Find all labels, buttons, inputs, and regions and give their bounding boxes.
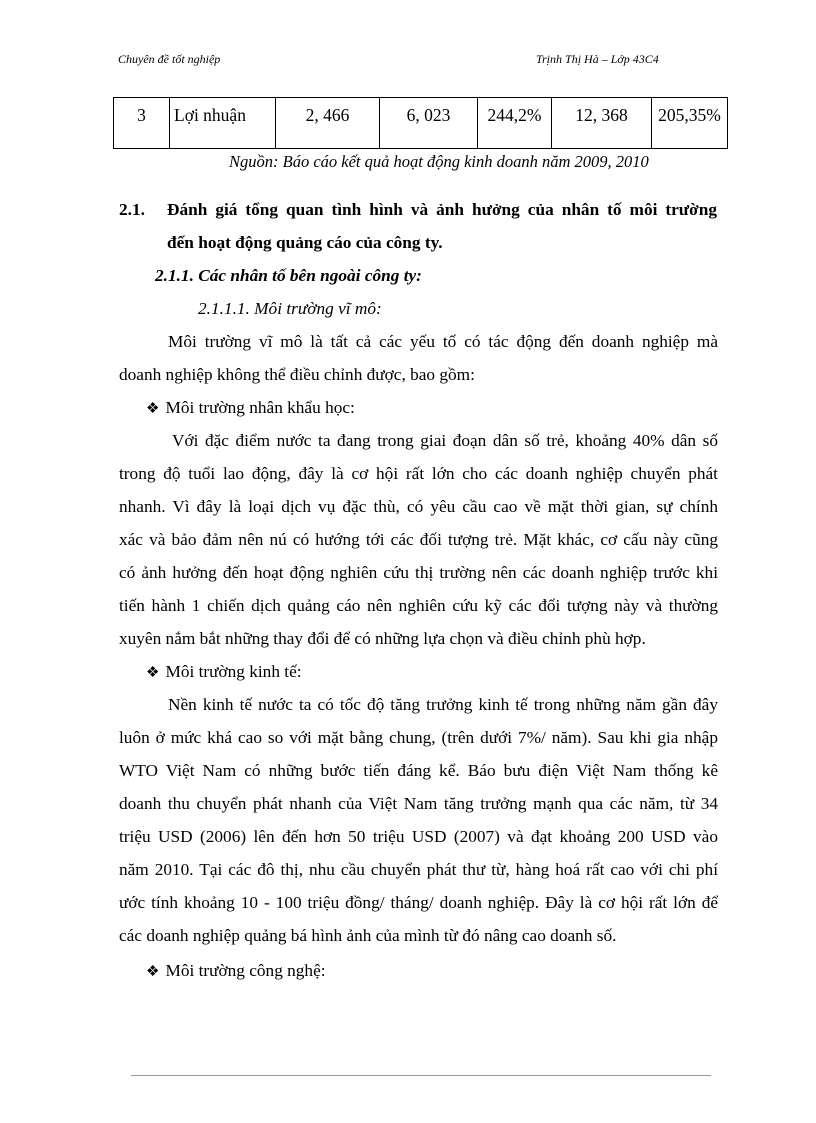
diamond-bullet-icon: ❖ xyxy=(146,665,160,681)
table-source: Nguồn: Báo cáo kết quả hoạt động kinh doanh năm 2009, 2010 xyxy=(229,152,649,171)
paragraph-line: có ảnh hưởng đến hoạt động nghiên cứu thị trường nên các doanh nghiệp trước khi xyxy=(119,563,718,582)
page-header-left: Chuyên đề tốt nghiệp xyxy=(118,52,221,66)
table-cell: 3 xyxy=(114,98,170,149)
paragraph-line: doanh thu chuyển phát nhanh của Việt Nam tăng trưởng mạnh qua các năm, từ 34 xyxy=(119,794,718,813)
paragraph-line: các doanh nghiệp quảng bá hình ảnh của mình từ đó nâng cao doanh số. xyxy=(119,926,617,945)
section-title-line1: Đánh giá tổng quan tình hình và ảnh hưởng của nhân tố môi trường xyxy=(167,200,717,219)
table-cell: 12, 368 xyxy=(552,98,652,149)
paragraph-line: Nền kinh tế nước ta có tốc độ tăng trưởng kinh tế trong những năm gần đây xyxy=(168,695,718,714)
bullet-item xyxy=(146,662,302,682)
section-number: 2.1. xyxy=(119,200,145,219)
paragraph-line: xuyên nắm bắt những thay đổi để có những lựa chọn và điều chỉnh phù hợp. xyxy=(119,629,646,648)
intro-line: doanh nghiệp không thể điều chỉnh được, bao gồm: xyxy=(119,365,475,384)
table-cell: Lợi nhuận xyxy=(170,98,276,149)
section-title-line2: đến hoạt động quảng cáo của công ty. xyxy=(167,233,443,252)
paragraph-line: tiến hành 1 chiến dịch quảng cáo nên nghiên cứu kỹ các đối tượng này và thường xyxy=(119,596,718,615)
table-cell: 6, 023 xyxy=(380,98,478,149)
paragraph-line: Với đặc điểm nước ta đang trong giai đoạn dân số trẻ, khoảng 40% dân số xyxy=(172,431,718,450)
bullet-item xyxy=(146,961,326,981)
subsection-heading: 2.1.1. Các nhân tố bên ngoài công ty: xyxy=(155,266,422,285)
profit-table xyxy=(113,97,728,149)
footer-divider xyxy=(131,1075,711,1076)
bullet-label: Môi trường nhân khẩu học: xyxy=(165,398,355,417)
diamond-bullet-icon: ❖ xyxy=(146,401,160,417)
paragraph-line: nhanh. Vì đây là loại dịch vụ đặc thù, có yêu cầu cao về mặt thời gian, sự chính xyxy=(119,497,718,516)
table-cell: 244,2% xyxy=(478,98,552,149)
bullet-label: Môi trường kinh tế: xyxy=(165,662,302,681)
diamond-bullet-icon: ❖ xyxy=(146,964,160,980)
bullet-label: Môi trường công nghệ: xyxy=(165,961,326,980)
paragraph-line: xác và bảo đảm nên nú có hướng tới các đối tượng trẻ. Mặt khác, cơ cấu này cũng xyxy=(119,530,718,549)
intro-line: Môi trường vĩ mô là tất cả các yếu tố có tác động đến doanh nghiệp mà xyxy=(168,332,718,351)
table-cell: 205,35% xyxy=(652,98,728,149)
page-header-right: Trịnh Thị Hà – Lớp 43C4 xyxy=(536,52,659,66)
paragraph-line: ước tính khoảng 10 - 100 triệu đồng/ tháng/ doanh nghiệp. Đây là cơ hội rất lớn để xyxy=(119,893,718,912)
bullet-item xyxy=(146,398,355,418)
paragraph-line: luôn ở mức khá cao so với mặt bằng chung, (trên dưới 7%/ năm). Sau khi gia nhập xyxy=(119,728,718,747)
table-row xyxy=(114,98,728,149)
paragraph-line: trong độ tuổi lao động, đây là cơ hội rất lớn cho các doanh nghiệp chuyển phát xyxy=(119,464,718,483)
subsubsection-heading: 2.1.1.1. Môi trường vĩ mô: xyxy=(198,299,382,318)
paragraph-line: triệu USD (2006) lên đến hơn 50 triệu USD (2007) và đạt khoảng 200 USD vào xyxy=(119,827,718,846)
paragraph-line: WTO Việt Nam có những bước tiến đáng kể. Báo bưu điện Việt Nam thống kê xyxy=(119,761,718,780)
paragraph-line: năm 2010. Tại các đô thị, nhu cầu chuyển phát thư từ, hàng hoá rất cao với chi phí xyxy=(119,860,718,879)
table-cell: 2, 466 xyxy=(276,98,380,149)
